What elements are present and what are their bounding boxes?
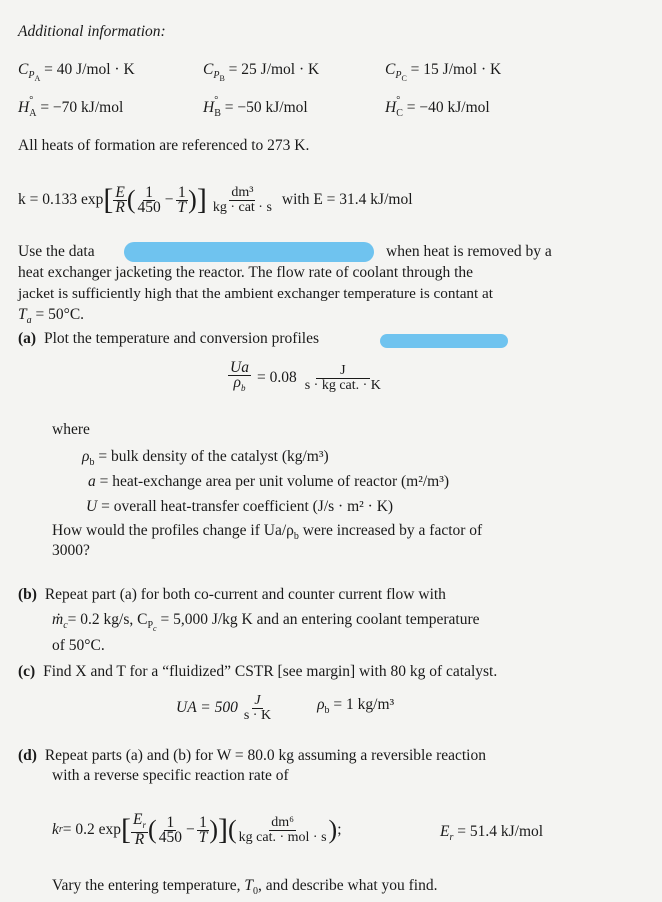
- ta-line: $T_a = 50^\circ C$.: [18, 306, 85, 327]
- how-line2: 3000?: [52, 542, 90, 559]
- para1-line2: heat exchanger jacketing the reactor. The flow rate of coolant through the: [18, 264, 474, 281]
- heading: Additional information:: [18, 23, 166, 40]
- part-b-line3: of 50°C.: [52, 637, 105, 654]
- ua-equation: $\frac{Ua}{\rho_b}$ = 0.08 $\frac{J}{\text{s · kg cat. · K}}$: [230, 358, 381, 394]
- cp-b: $C_{P_B} = 25$ J/mol · K: [203, 61, 320, 84]
- cp-c: $C_{P_C} = 15$ J/mol · K: [385, 61, 502, 84]
- hf-b: H ° $_B$ = −50 kJ/mol: [203, 95, 308, 120]
- def-u: U = overall heat-transfer coefficient (J/s · m² · K): [86, 498, 394, 515]
- para1-line3: jacket is sufficiently high that the ambient exchanger temperature is contant at: [18, 285, 494, 302]
- def-rho: $\rho_b$ = bulk density of the catalyst (kg/m³): [82, 448, 329, 469]
- para1-start: Use the data: [18, 243, 95, 260]
- reverse-rate-equation: k r = 0.2 exp [ $\frac{E_r}{R}$ ( $\frac{1}{450}$ − $\frac{1}{T}$ ) ] ( $\frac{\text{dm⁶}}{\text{kg cat. · mol · s}}$ ) ;: [52, 810, 342, 849]
- hf-c: H ° $_C$ = −40 kJ/mol: [385, 95, 490, 120]
- final-instruction: Vary the entering temperature, $T_0$, and describe what you find.: [52, 877, 438, 898]
- part-b-line1: (b) Repeat part (a) for both co-current and counter current flow with: [18, 586, 446, 603]
- para1-end: when heat is removed by a: [386, 243, 552, 260]
- where-label: where: [52, 421, 90, 438]
- how-line1: How would the profiles change if $Ua/\rho_b$ were increased by a factor of: [52, 522, 483, 543]
- part-d-line2: with a reverse specific reaction rate of: [52, 767, 289, 784]
- reverse-activation-energy: $E_r = 51.4$ kJ/mol: [440, 823, 544, 844]
- cp-a: $C_{P_A} = 40$ J/mol · K: [18, 61, 135, 84]
- redaction-bar-2: [380, 334, 508, 348]
- part-a: (a) Plot the temperature and conversion profiles: [18, 330, 319, 347]
- heats-note: All heats of formation are referenced to 273 K.: [18, 137, 310, 154]
- part-c: (c) Find X and T for a “fluidized” CSTR [see margin] with 80 kg of catalyst.: [18, 663, 498, 680]
- part-d-line1: (d) Repeat parts (a) and (b) for W = 80.0 kg assuming a reversible reaction: [18, 747, 486, 764]
- part-b-line2: ṁ$_c$= 0.2 kg/s, $C_{P_c} = 5,000$ J/kg K and an entering coolant temperature: [52, 611, 480, 634]
- hf-a: H ° $_A$ = −70 kJ/mol: [18, 95, 124, 120]
- def-a: a = heat-exchange area per unit volume of reactor (m²/m³): [88, 473, 450, 490]
- redaction-bar: [124, 242, 374, 262]
- ua-cstr: UA = 500 $\frac{J}{s \cdot K}$ $\rho_b = 1$ kg/m³: [176, 692, 395, 723]
- rate-equation: k = 0.133 exp [ $\frac{E}{R}$ ( $\frac{1}{450}$ − $\frac{1}{T}$ ) ] $\frac{\text{dm³}}{\text{kg · cat · s}}$ with E = 31.4 kJ/mol: [18, 183, 413, 216]
